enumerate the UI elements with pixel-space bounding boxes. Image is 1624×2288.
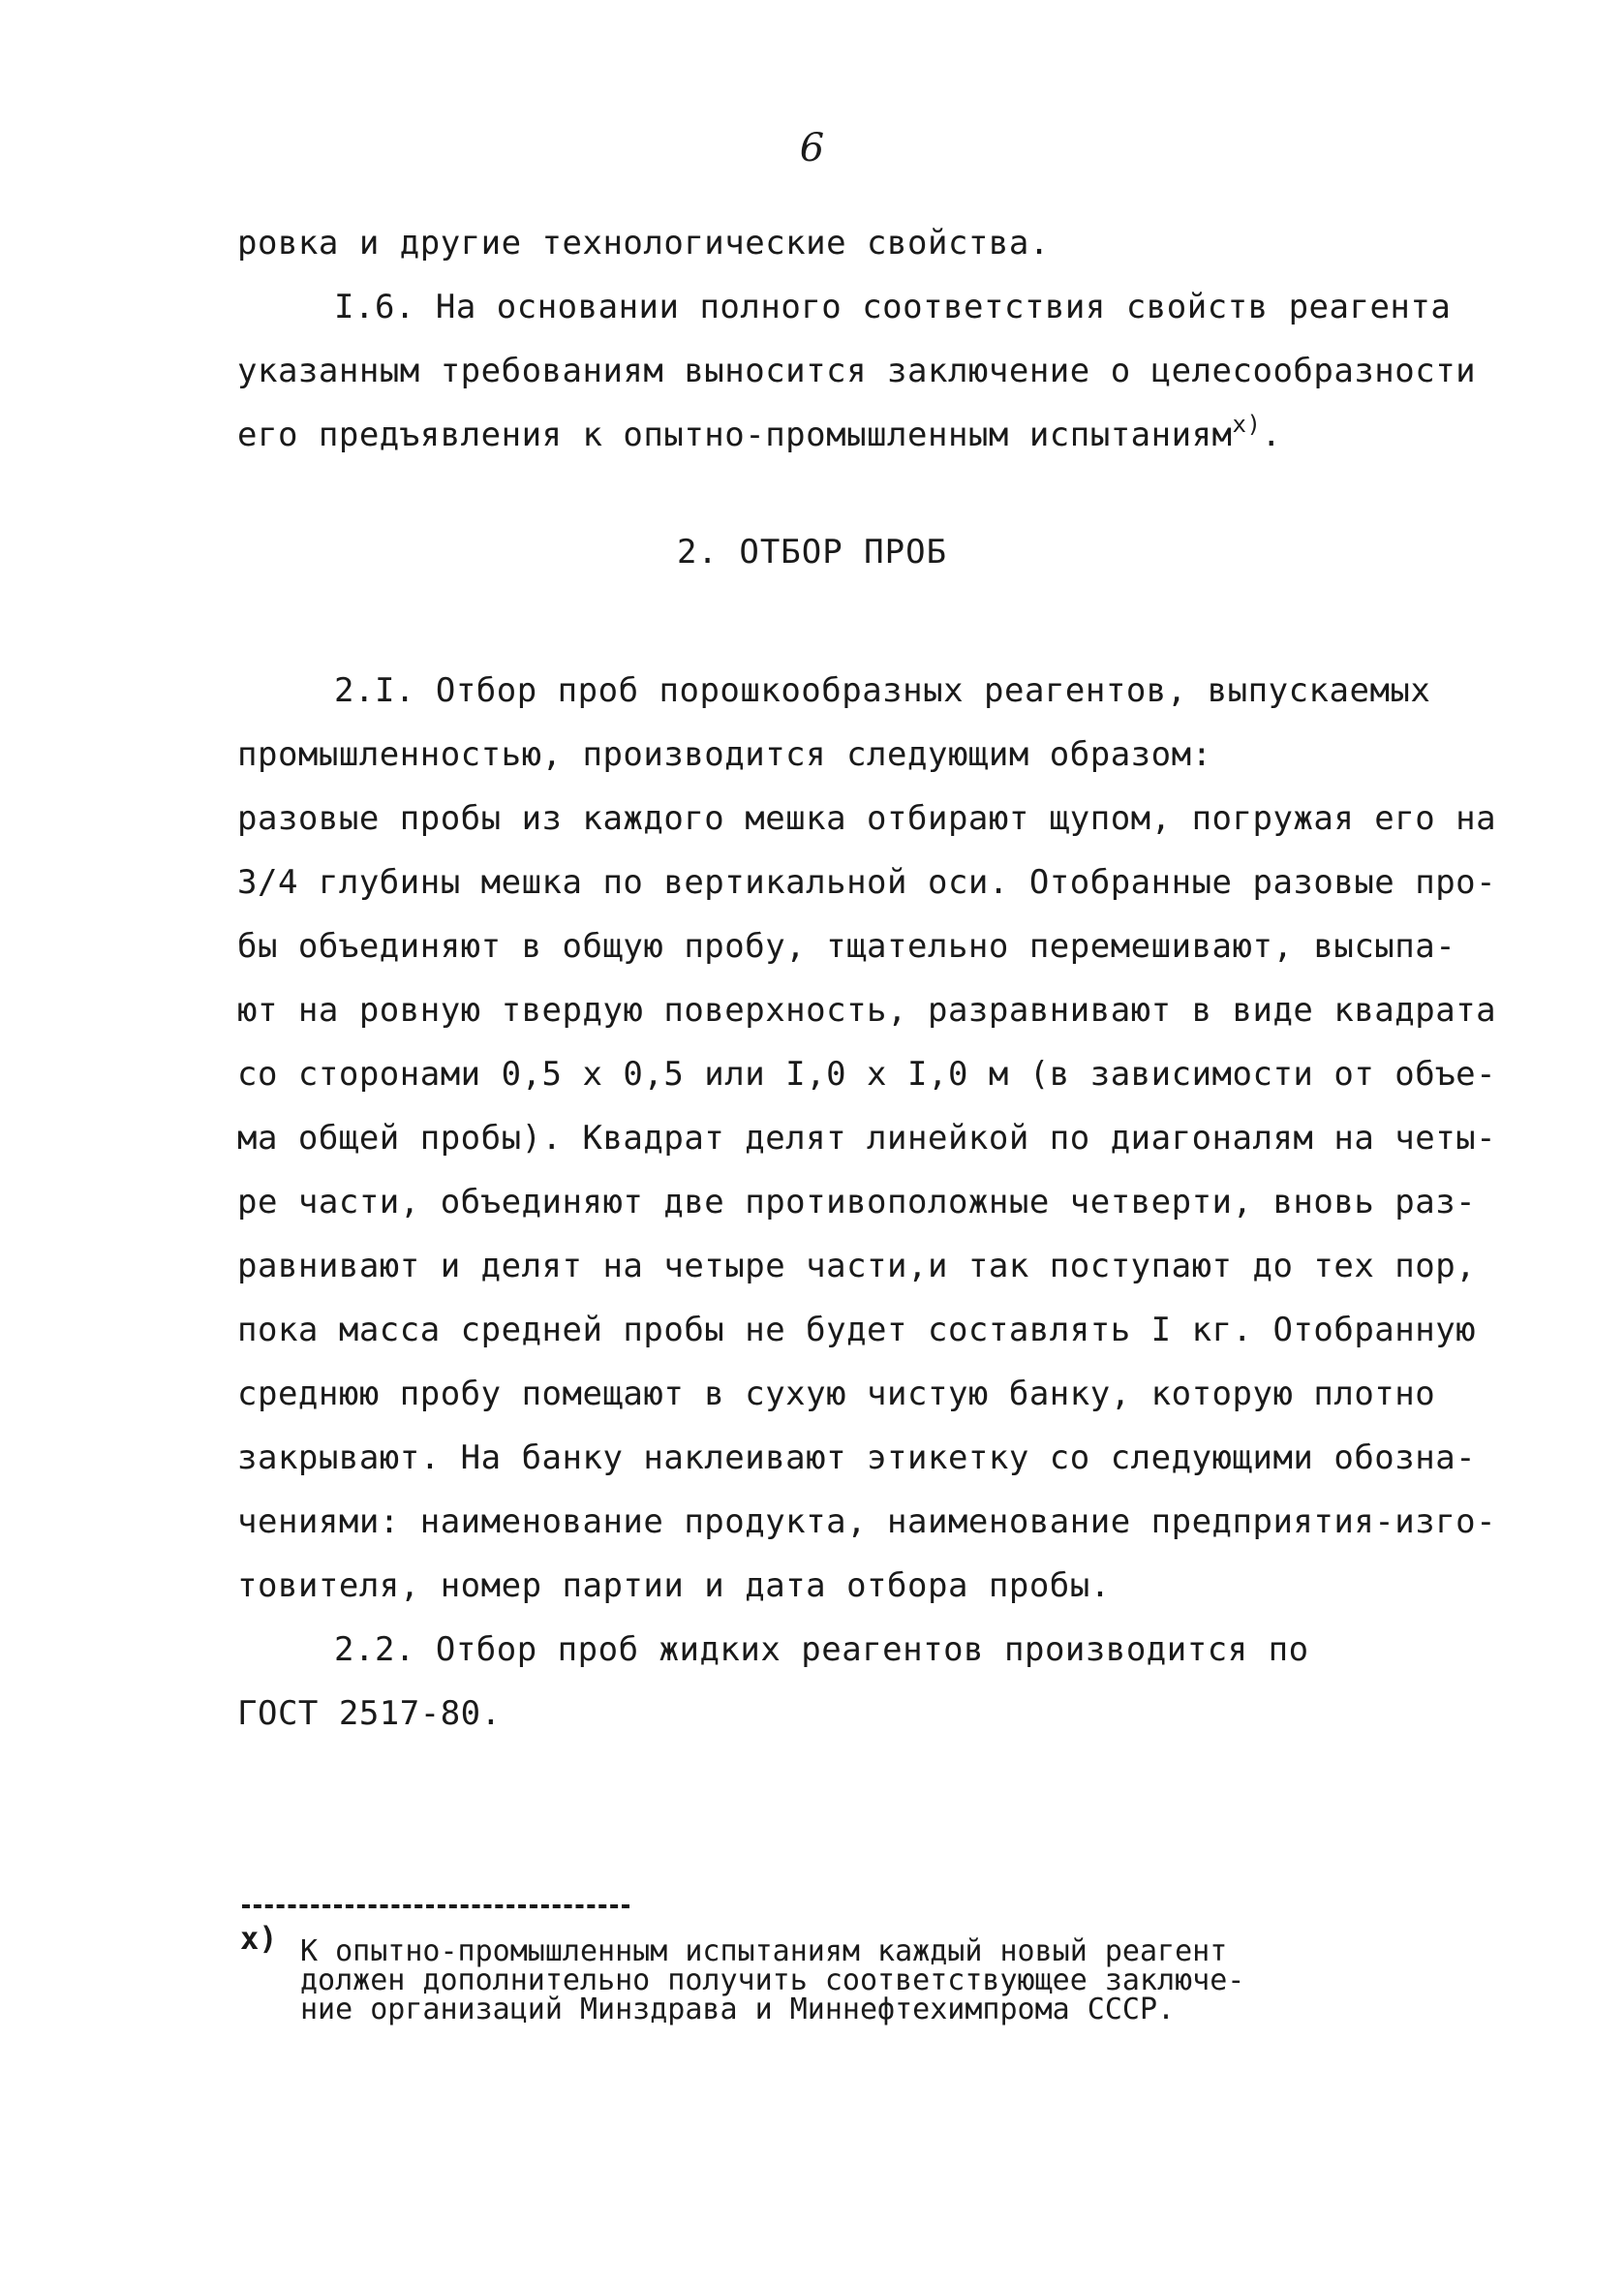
- para-2-2-line: ГОСТ 2517-80.: [237, 1694, 502, 1733]
- footnote-line: должен дополнительно получить соответствующее заключе-: [300, 1963, 1245, 1997]
- footnote-line: ние организаций Минздрава и Миннефтехимпрома СССР.: [300, 1993, 1176, 2026]
- footnote-marker: x): [240, 1920, 278, 1957]
- para-2-1-line: чениями: наименование продукта, наименование предприятия-изго-: [237, 1502, 1497, 1541]
- para-2-1-line: ре части, объединяют две противоположные четверти, вновь раз-: [237, 1183, 1477, 1221]
- para-2-1-line: товителя, номер партии и дата отбора пробы.: [237, 1566, 1111, 1605]
- intro-line: ровка и другие технологические свойства.: [237, 224, 1050, 263]
- para-2-1-line: ют на ровную твердую поверхность, разравнивают в виде квадрата: [237, 991, 1497, 1030]
- section-heading: 2. ОТБОР ПРОБ: [676, 533, 948, 572]
- para-1-6-tail: .: [1261, 416, 1282, 454]
- para-1-6-line: указанным требованиям выносится заключение о целесообразности: [237, 352, 1477, 390]
- para-2-1-line: промышленностью, производится следующим образом:: [237, 735, 1212, 774]
- page-number: 6: [799, 126, 825, 170]
- para-2-1-line: со сторонами 0,5 х 0,5 или I,0 х I,0 м (в зависимости от объе-: [237, 1055, 1497, 1094]
- para-2-1-line: 3/4 глубины мешка по вертикальной оси. Отобранные разовые про-: [237, 863, 1497, 902]
- para-2-1-line: пока масса средней пробы не будет составлять I кг. Отобранную: [237, 1311, 1477, 1349]
- footnote-divider: [242, 1904, 629, 1908]
- para-2-1-line: ма общей пробы). Квадрат делят линейкой по диагоналям на четы-: [237, 1119, 1497, 1158]
- para-1-6-line-text: его предъявления к опытно-промышленным испытаниям: [237, 416, 1233, 454]
- para-2-1-line: разовые пробы из каждого мешка отбирают щупом, погружая его на: [237, 799, 1497, 838]
- main-text-block: [237, 659, 1497, 1746]
- para-1-6-line: I.6. На основании полного соответствия свойств реагента: [334, 288, 1452, 326]
- top-text-block: [237, 211, 1477, 467]
- footnote-text: [300, 1934, 1414, 2026]
- para-2-1-line: среднюю пробу помещают в сухую чистую банку, которую плотно: [237, 1375, 1436, 1413]
- para-2-1-line: бы объединяют в общую пробу, тщательно перемешивают, высыпа-: [237, 927, 1456, 966]
- para-2-1-line: закрывают. На банку наклеивают этикетку со следующими обозна-: [237, 1438, 1477, 1477]
- footnote-line: К опытно-промышленным испытаниям каждый новый реагент: [300, 1934, 1228, 1968]
- para-2-1-line: 2.I. Отбор проб порошкообразных реагентов, выпускаемых: [334, 671, 1431, 710]
- para-2-2-line: 2.2. Отбор проб жидких реагентов производится по: [334, 1630, 1309, 1669]
- footnote-reference[interactable]: x): [1232, 411, 1262, 438]
- para-2-1-line: равнивают и делят на четыре части,и так поступают до тех пор,: [237, 1247, 1477, 1285]
- para-1-6-line-last: [237, 403, 1467, 467]
